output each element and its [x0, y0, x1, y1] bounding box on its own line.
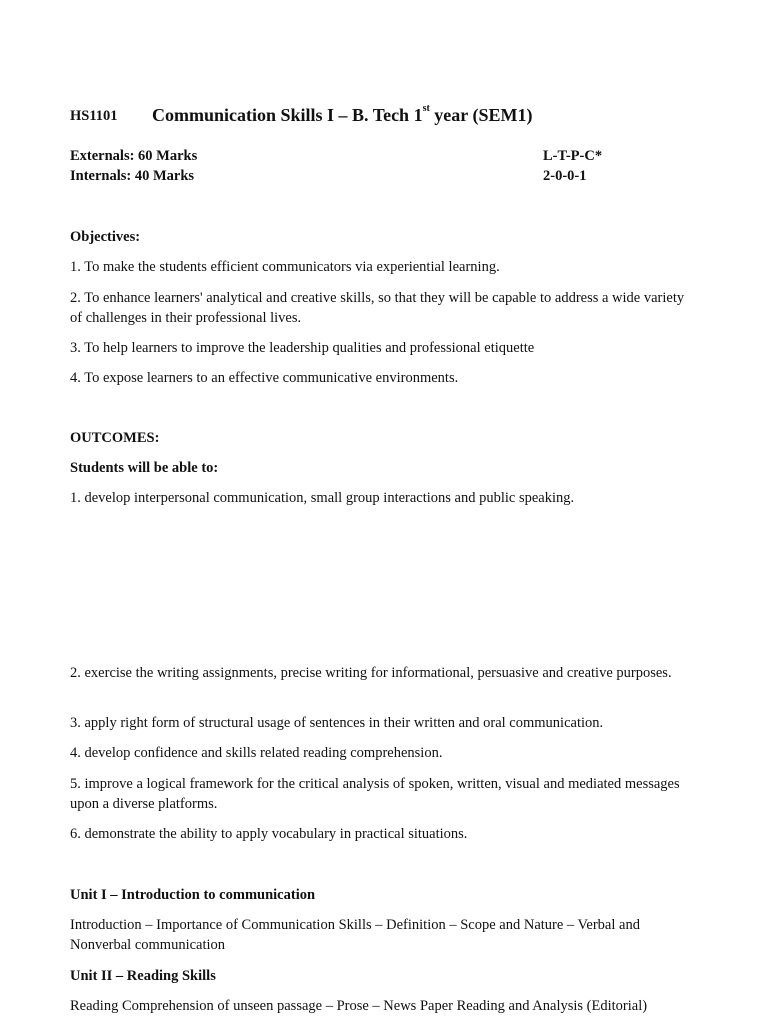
- outcome-item-4: 4. develop confidence and skills related reading comprehension.: [70, 745, 443, 761]
- ltpc-value: 2-0-0-1: [543, 168, 587, 184]
- title-tail: year (SEM1): [429, 105, 533, 125]
- outcomes-heading: OUTCOMES:: [70, 430, 160, 446]
- outcome-item-6: 6. demonstrate the ability to apply vocabulary in practical situations.: [70, 826, 468, 842]
- objectives-heading: Objectives:: [70, 229, 141, 245]
- title-superscript: st: [422, 103, 430, 114]
- course-code: HS1101: [70, 108, 118, 124]
- unit-2-body: Reading Comprehension of unseen passage – Prose – News Paper Reading and Analysis (Editorial): [70, 998, 648, 1014]
- outcome-item-3: 3. apply right form of structural usage of sentences in their written and oral communication.: [70, 715, 604, 731]
- objective-item-3: 3. To help learners to improve the leadership qualities and professional etiquette: [70, 340, 535, 356]
- externals-marks: Externals: 60 Marks: [70, 148, 198, 164]
- outcomes-subheading: Students will be able to:: [70, 460, 219, 476]
- objective-item-4: 4. To expose learners to an effective communicative environments.: [70, 370, 459, 386]
- objective-item-1: 1. To make the students efficient communicators via experiential learning.: [70, 259, 500, 275]
- title-main: Communication Skills I – B. Tech 1: [152, 105, 423, 125]
- course-title: [152, 105, 532, 126]
- objective-item-2: 2. To enhance learners' analytical and creative skills, so that they will be capable to address a wide variety of challenges in their professional lives.: [70, 290, 685, 326]
- ltpc-label: L-T-P-C*: [543, 148, 603, 164]
- internals-marks: Internals: 40 Marks: [70, 168, 195, 184]
- unit-1-body: Introduction – Importance of Communication Skills – Definition – Scope and Nature – Verbal and Nonverbal communication: [70, 917, 640, 953]
- outcome-item-2: 2. exercise the writing assignments, precise writing for informational, persuasive and creative purposes.: [70, 665, 672, 681]
- unit-2-heading: Unit II – Reading Skills: [70, 968, 216, 984]
- outcome-item-1: 1. develop interpersonal communication, small group interactions and public speaking.: [70, 490, 575, 506]
- unit-1-heading: Unit I – Introduction to communication: [70, 887, 316, 903]
- outcome-item-5: 5. improve a logical framework for the critical analysis of spoken, written, visual and mediated messages upon a diverse platforms.: [70, 776, 680, 812]
